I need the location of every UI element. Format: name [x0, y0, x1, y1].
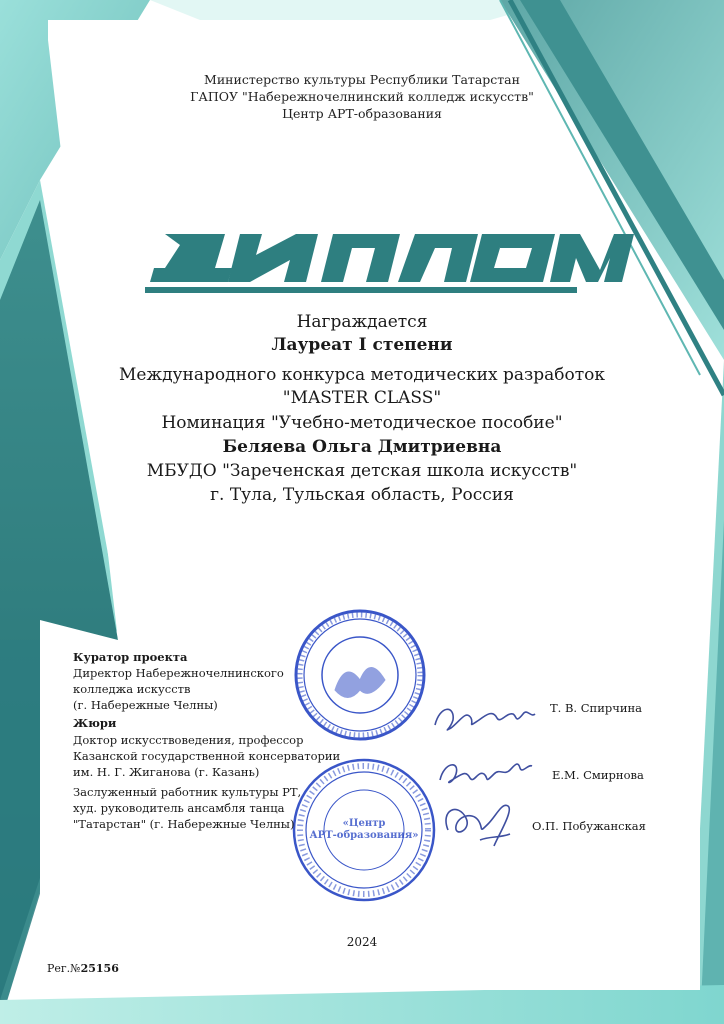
- jury-member-1-name: Е.М. Смирнова: [552, 768, 644, 782]
- recipient-name: Беляева Ольга Дмитриевна: [222, 437, 502, 457]
- seal-2-text: [304, 818, 424, 842]
- registration-label: Рег.№: [47, 962, 81, 975]
- seal-2-line-2: АРТ-образования»: [309, 830, 419, 841]
- recipient-organization: МБУДО "Зареченская детская школа искусств": [146, 461, 578, 481]
- jury-member-1-line-3: им. Н. Г. Жиганова (г. Казань): [73, 765, 260, 779]
- jury-member-1-line-1: Доктор искусствоведения, профессор: [73, 733, 304, 747]
- award-intro: Награждается: [296, 312, 428, 332]
- jury-member-2-line-3: "Татарстан" (г. Набережные Челны): [73, 817, 295, 831]
- nomination: Номинация "Учебно-методическое пособие": [161, 413, 563, 433]
- ministry-name: Министерство культуры Республики Татарстан: [204, 72, 520, 87]
- curator-position-1: Директор Набережночелнинского: [73, 666, 284, 680]
- jury-member-2-line-2: худ. руководитель ансамбля танца: [73, 801, 285, 815]
- award-degree: Лауреат I степени: [271, 335, 453, 355]
- curator-heading: Куратор проекта: [73, 650, 188, 664]
- jury-heading: Жюри: [73, 716, 117, 730]
- contest-title: "MASTER CLASS": [282, 388, 442, 408]
- center-name: Центр АРТ-образования: [282, 106, 442, 121]
- jury-member-2-line-1: Заслуженный работник культуры РТ,: [73, 785, 302, 799]
- issue-year: 2024: [346, 935, 378, 949]
- registration-number: [47, 962, 119, 975]
- contest-name: Международного конкурса методических разработок: [118, 365, 606, 385]
- curator-position-2: колледжа искусств: [73, 682, 191, 696]
- curator-name: Т. В. Спирчина: [550, 701, 643, 715]
- recipient-location: г. Тула, Тульская область, Россия: [210, 485, 514, 505]
- curator-position-3: (г. Набережные Челны): [73, 698, 218, 712]
- registration-value: 25156: [80, 962, 119, 975]
- jury-member-1-line-2: Казанской государственной консерватории: [73, 749, 341, 763]
- seal-2-line-1: «Центр: [342, 818, 386, 829]
- jury-member-2-name: О.П. Побужанская: [532, 819, 646, 833]
- college-name: ГАПОУ "Набережночелнинский колледж искусств": [190, 89, 534, 104]
